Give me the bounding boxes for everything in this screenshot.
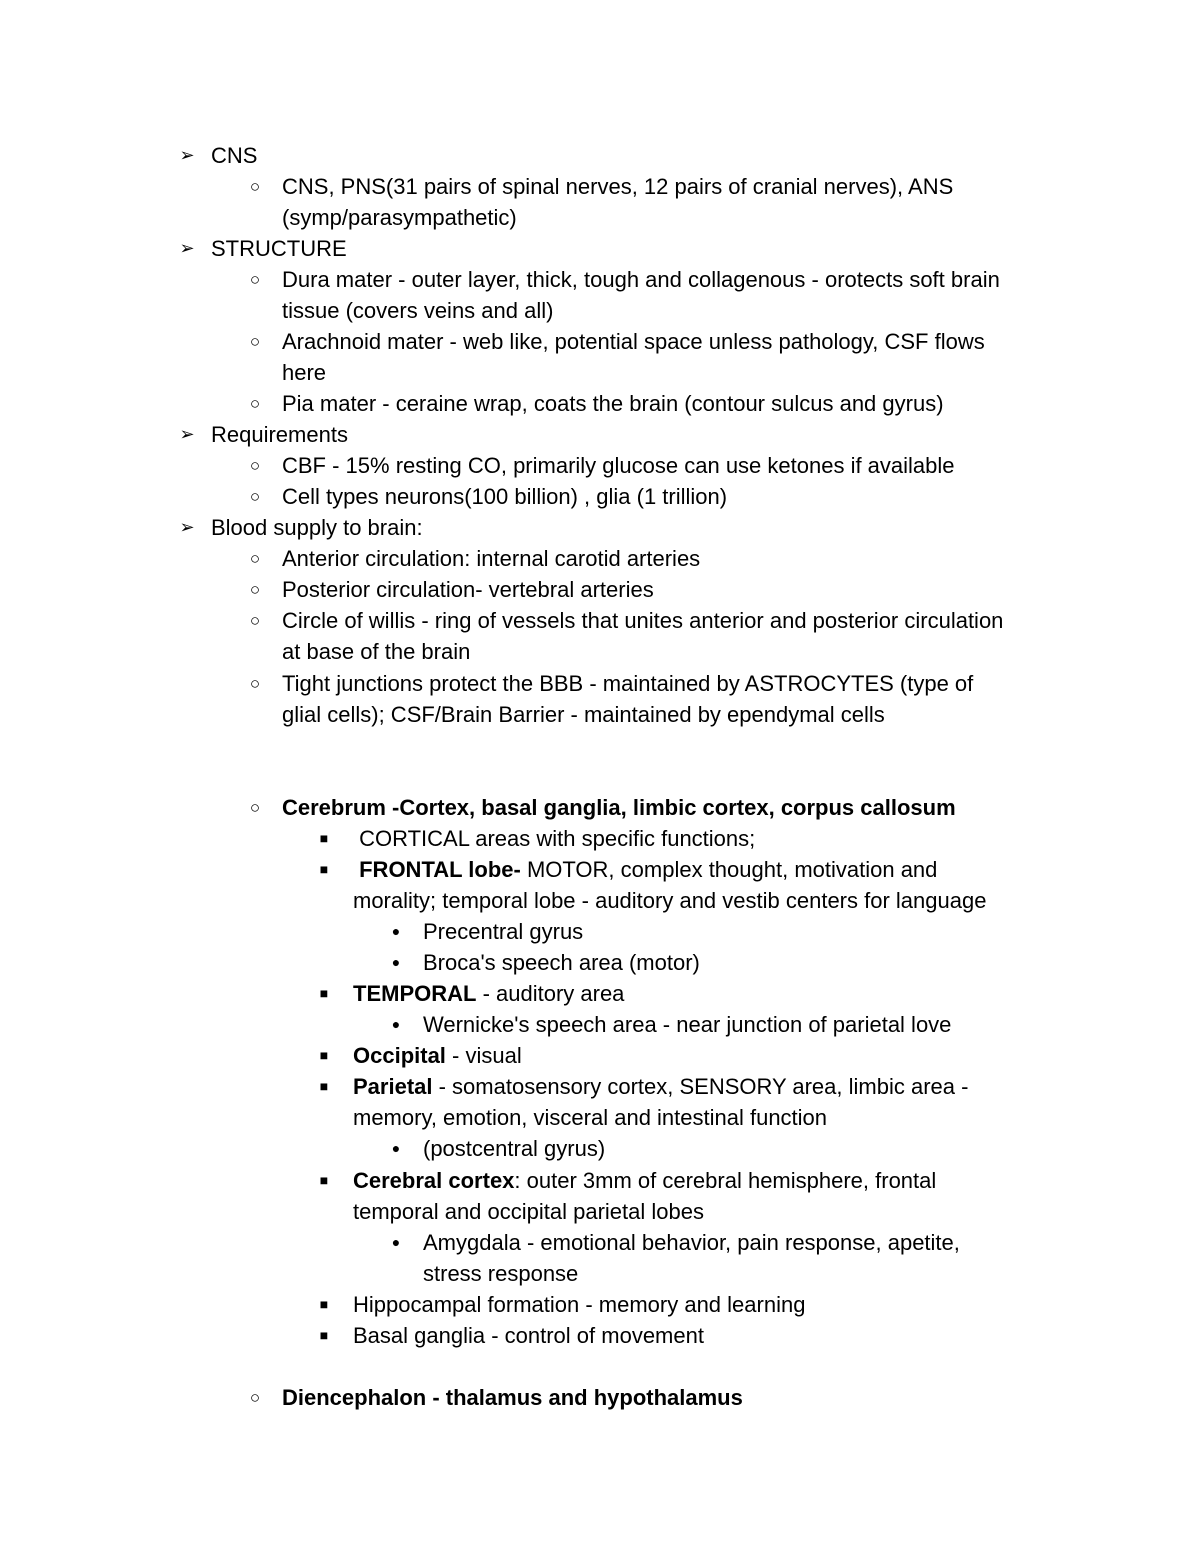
list-item: Blood supply to brain: [211,515,423,540]
circle-bullet-icon: ○ [249,549,261,568]
term-description: - auditory area [476,981,625,1006]
list-item: Precentral gyrus [423,919,584,944]
list-item-continuation: (symp/parasympathetic) [282,205,517,230]
list-item: Cerebrum -Cortex, basal ganglia, limbic cortex, corpus callosum [282,795,956,820]
circle-bullet-icon: ○ [249,580,261,599]
list-item [353,978,624,1009]
circle-bullet-icon: ○ [249,487,261,506]
list-item-continuation: memory, emotion, visceral and intestinal function [353,1105,828,1130]
list-item: Requirements [211,422,348,447]
square-bullet-icon: ■ [319,985,329,1001]
list-item: (postcentral gyrus) [423,1136,606,1161]
circle-bullet-icon: ○ [249,177,261,196]
square-bullet-icon: ■ [319,1047,329,1063]
term-description: - somatosensory cortex, SENSORY area, limbic area - [432,1074,969,1099]
list-item-continuation: morality; temporal lobe - auditory and vestib centers for language [353,888,987,913]
circle-bullet-icon: ○ [249,456,261,475]
list-item: CNS [211,143,258,168]
square-bullet-icon: ■ [319,1078,329,1094]
square-bullet-icon: ■ [319,1172,329,1188]
list-item: Broca's speech area (motor) [423,950,700,975]
term-label: Occipital [353,1043,446,1068]
term-description: MOTOR, complex thought, motivation and [520,857,938,882]
list-item-continuation: tissue (covers veins and all) [282,298,554,323]
square-bullet-icon: ■ [319,861,329,877]
list-item [353,1071,968,1102]
list-item: Wernicke's speech area - near junction of parietal love [423,1012,952,1037]
dot-bullet-icon: ● [391,923,401,939]
list-item: CNS, PNS(31 pairs of spinal nerves, 12 pairs of cranial nerves), ANS [282,174,954,199]
list-item: Diencephalon - thalamus and hypothalamus [282,1385,743,1410]
square-bullet-icon: ■ [319,1327,329,1343]
list-item [353,1165,936,1196]
list-item [353,854,937,885]
list-item: Tight junctions protect the BBB - maintained by ASTROCYTES (type of [282,671,974,696]
list-item: Pia mater - ceraine wrap, coats the brain (contour sulcus and gyrus) [282,391,944,416]
list-item: Basal ganglia - control of movement [353,1323,704,1348]
list-item-continuation: temporal and occipital parietal lobes [353,1199,704,1224]
list-item-continuation: stress response [423,1261,579,1286]
term-label: TEMPORAL [353,981,477,1006]
square-bullet-icon: ■ [319,1296,329,1312]
list-item-continuation: at base of the brain [282,639,471,664]
arrow-bullet-icon: ➢ [179,238,195,258]
list-item: Amygdala - emotional behavior, pain response, apetite, [423,1230,960,1255]
list-item: Cell types neurons(100 billion) , glia (1 trillion) [282,484,728,509]
list-item: Hippocampal formation - memory and learning [353,1292,806,1317]
dot-bullet-icon: ● [391,1234,401,1250]
list-item: Circle of willis - ring of vessels that unites anterior and posterior circulation [282,608,1004,633]
list-item: Anterior circulation: internal carotid arteries [282,546,701,571]
arrow-bullet-icon: ➢ [179,145,195,165]
list-item-continuation: glial cells); CSF/Brain Barrier - maintained by ependymal cells [282,702,885,727]
circle-bullet-icon: ○ [249,798,261,817]
dot-bullet-icon: ● [391,1016,401,1032]
list-item: Arachnoid mater - web like, potential space unless pathology, CSF flows [282,329,985,354]
circle-bullet-icon: ○ [249,394,261,413]
arrow-bullet-icon: ➢ [179,517,195,537]
circle-bullet-icon: ○ [249,611,261,630]
term-label: FRONTAL lobe- [353,857,521,882]
square-bullet-icon: ■ [319,830,329,846]
list-item: CORTICAL areas with specific functions; [353,826,756,851]
circle-bullet-icon: ○ [249,674,261,693]
circle-bullet-icon: ○ [249,270,261,289]
arrow-bullet-icon: ➢ [179,424,195,444]
term-description: - visual [445,1043,522,1068]
list-item: Posterior circulation- vertebral arteries [282,577,654,602]
circle-bullet-icon: ○ [249,332,261,351]
list-item: STRUCTURE [211,236,347,261]
list-item-continuation: here [282,360,327,385]
list-item [353,1040,522,1071]
term-label: Cerebral cortex [353,1168,515,1193]
term-label: Parietal [353,1074,433,1099]
dot-bullet-icon: ● [391,1140,401,1156]
list-item: Dura mater - outer layer, thick, tough and collagenous - orotects soft brain [282,267,1000,292]
circle-bullet-icon: ○ [249,1388,261,1407]
term-description: : outer 3mm of cerebral hemisphere, frontal [514,1168,937,1193]
dot-bullet-icon: ● [391,954,401,970]
list-item: CBF - 15% resting CO, primarily glucose can use ketones if available [282,453,955,478]
